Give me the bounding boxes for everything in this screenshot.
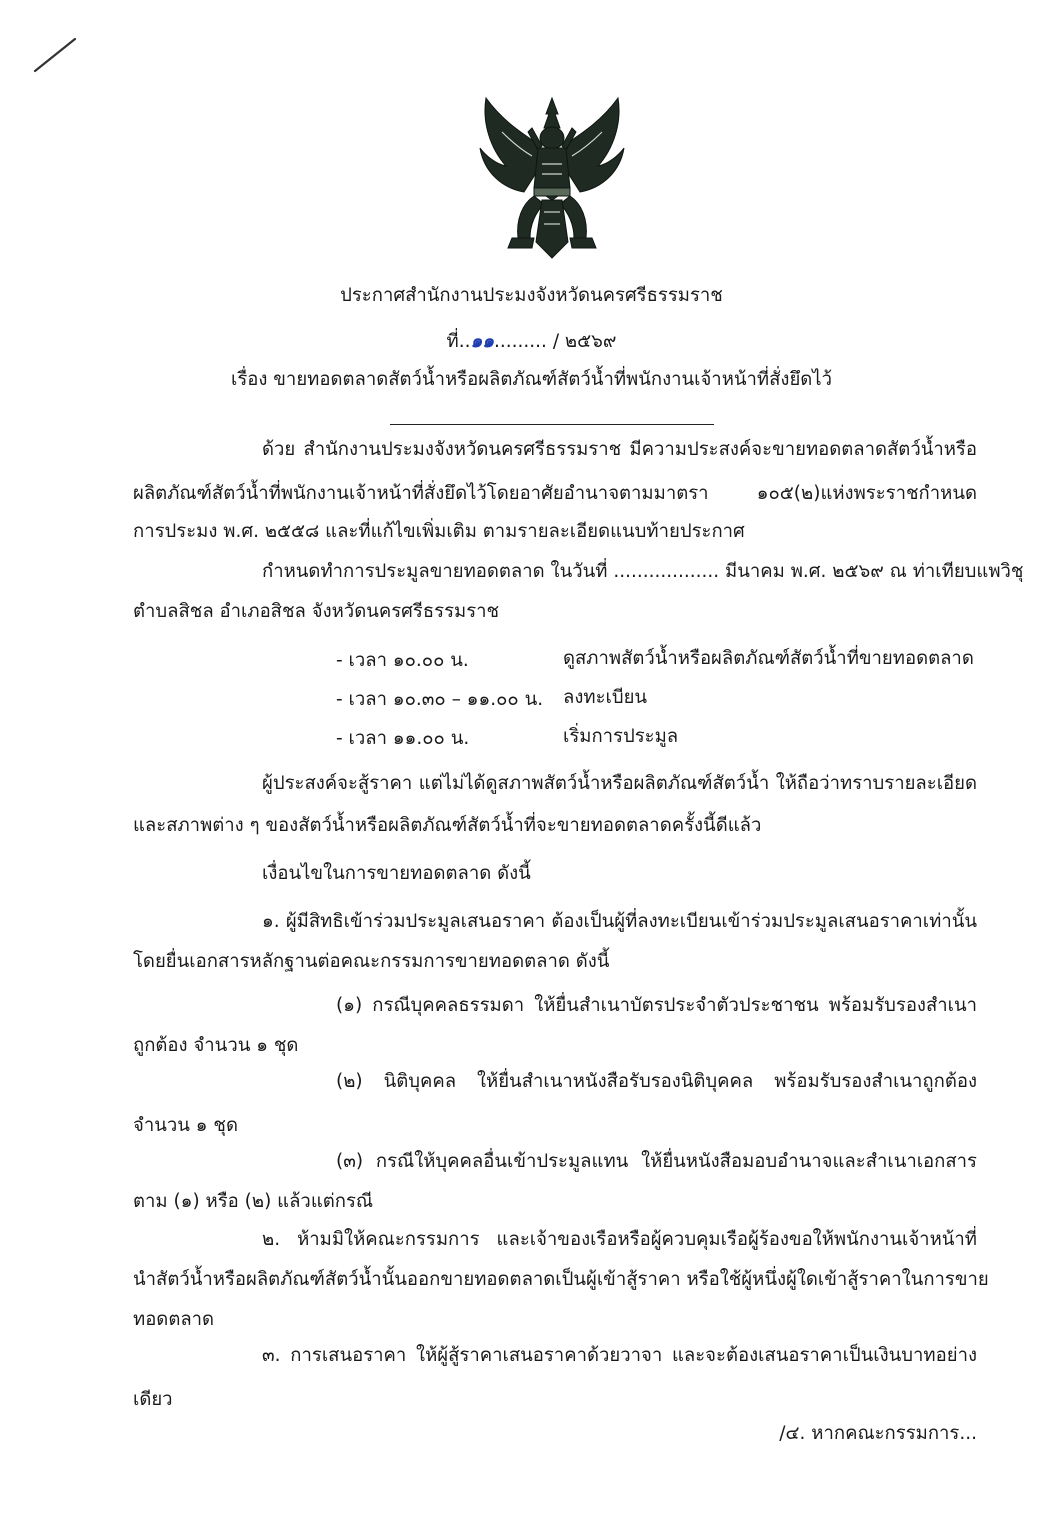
number-dots-before: .. (458, 331, 471, 352)
condition-1a-line-1: (๑) กรณีบุคคลธรรมดา ให้ยื่นสำเนาบัตรประจำตัวประชาชน พร้อมรับรองสำเนา (336, 995, 977, 1016)
paragraph-3-line-1: ผู้ประสงค์จะสู้ราคา แต่ไม่ได้ดูสภาพสัตว์น้ำหรือผลิตภัณฑ์สัตว์น้ำ ให้ถือว่าทราบรายละเอียด (262, 773, 977, 794)
condition-1a-line-2: ถูกต้อง จำนวน ๑ ชุด (133, 1035, 299, 1056)
condition-1-line-2: โดยยื่นเอกสารหลักฐานต่อคณะกรรมการขายทอดตลาด ดังนี้ (133, 951, 610, 972)
condition-2-line-3: ทอดตลาด (133, 1309, 215, 1330)
condition-1b-line-1: (๒) นิติบุคคล ให้ยื่นสำเนาหนังสือรับรองนิติบุคคล พร้อมรับรองสำเนาถูกต้อง (336, 1071, 977, 1092)
announcement-title: ประกาศสำนักงานประมงจังหวัดนครศรีธรรมราช (340, 285, 723, 306)
paragraph-2-line-1: กำหนดทำการประมูลขายทอดตลาด ในวันที่ .................. มีนาคม พ.ศ. ๒๕๖๙ ณ ท่าเทียบแพวิชุ (262, 561, 1024, 582)
header-divider (390, 424, 714, 425)
condition-2-line-2: นำสัตว์น้ำหรือผลิตภัณฑ์สัตว์น้ำนั้นออกขายทอดตลาดเป็นผู้เข้าสู้ราคา หรือใช้ผู้หนึ่งผู้ใดเข้าสู้ราคาในการขาย (133, 1269, 989, 1290)
page-continuation: /๔. หากคณะกรรมการ... (779, 1423, 977, 1444)
announcement-subject: เรื่อง ขายทอดตลาดสัตว์น้ำหรือผลิตภัณฑ์สัตว์น้ำที่พนักงานเจ้าหน้าที่สั่งยึดไว้ (231, 369, 832, 390)
condition-2-line-1: ๒. ห้ามมิให้คณะกรรมการ และเจ้าของเรือหรือผู้ควบคุมเรือผู้ร้องขอให้พนักงานเจ้าหน้าที่ (262, 1229, 977, 1250)
condition-1b-line-2: จำนวน ๑ ชุด (133, 1115, 238, 1136)
schedule-time: - เวลา ๑๑.๐๐ น. (336, 728, 470, 749)
schedule-description: ดูสภาพสัตว์น้ำหรือผลิตภัณฑ์สัตว์น้ำที่ขายทอดตลาด (563, 648, 974, 669)
schedule-description: ลงทะเบียน (563, 687, 648, 708)
number-prefix: ที่ (446, 331, 459, 352)
schedule-time: - เวลา ๑๐.๐๐ น. (336, 650, 469, 671)
paragraph-1-line-2: ผลิตภัณฑ์สัตว์น้ำที่พนักงานเจ้าหน้าที่สั่งยึดไว้โดยอาศัยอำนาจตามมาตรา ๑๐๕(๒)แห่งพระราชกำหนด (133, 483, 977, 504)
paragraph-3-line-2: และสภาพต่าง ๆ ของสัตว์น้ำหรือผลิตภัณฑ์สัตว์น้ำที่จะขายทอดตลาดครั้งนี้ดีแล้ว (133, 815, 762, 836)
number-dots-after: ......... / ๒๕๖๙ (494, 331, 617, 352)
condition-1c-line-1: (๓) กรณีให้บุคคลอื่นเข้าประมูลแทน ให้ยื่นหนังสือมอบอำนาจและสำเนาเอกสาร (336, 1151, 977, 1172)
condition-1c-line-2: ตาม (๑) หรือ (๒) แล้วแต่กรณี (133, 1191, 374, 1212)
announcement-number (0, 330, 1063, 354)
condition-1-line-1: ๑. ผู้มีสิทธิเข้าร่วมประมูลเสนอราคา ต้องเป็นผู้ที่ลงทะเบียนเข้าร่วมประมูลเสนอราคาเท่านั้น (262, 911, 977, 932)
conditions-heading: เงื่อนไขในการขายทอดตลาด ดังนี้ (262, 863, 531, 884)
paragraph-1-line-3: การประมง พ.ศ. ๒๕๕๘ และที่แก้ไขเพิ่มเติม ตามรายละเอียดแนบท้ายประกาศ (133, 521, 745, 542)
condition-3-line-1: ๓. การเสนอราคา ให้ผู้สู้ราคาเสนอราคาด้วยวาจา และจะต้องเสนอราคาเป็นเงินบาทอย่าง (262, 1345, 977, 1366)
paragraph-2-line-2: ตำบลสิชล อำเภอสิชล จังหวัดนครศรีธรรมราช (133, 601, 500, 622)
garuda-emblem (472, 92, 632, 264)
pen-stroke (30, 34, 80, 76)
paragraph-1-line-1: ด้วย สำนักงานประมงจังหวัดนครศรีธรรมราช มีความประสงค์จะขายทอดตลาดสัตว์น้ำหรือ (262, 439, 977, 460)
condition-3-line-2: เดียว (133, 1389, 173, 1410)
handwritten-number: ๑๑ (470, 331, 495, 352)
schedule-description: เริ่มการประมูล (563, 726, 679, 747)
schedule-time: - เวลา ๑๐.๓๐ – ๑๑.๐๐ น. (336, 689, 544, 710)
